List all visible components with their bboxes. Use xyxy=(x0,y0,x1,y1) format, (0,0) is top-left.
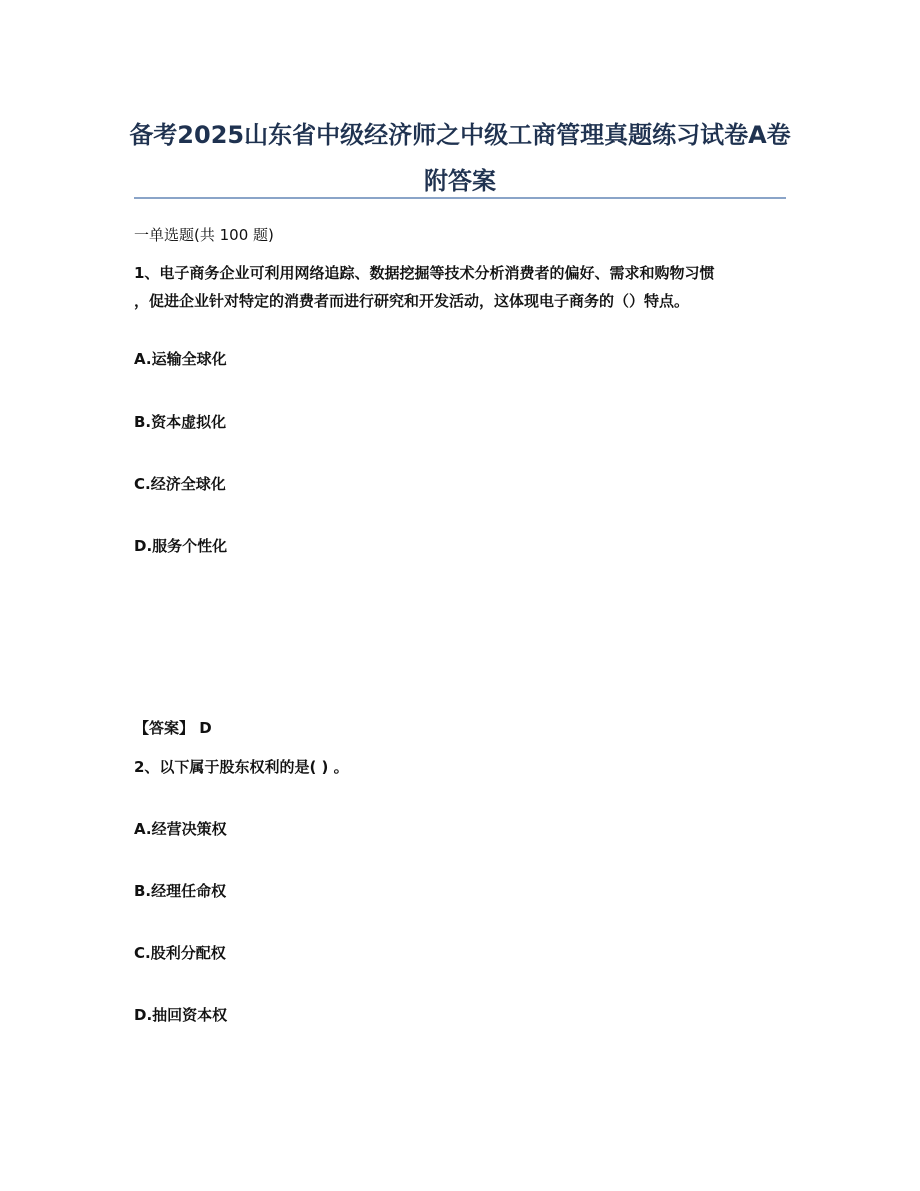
document-title: 备考2025山东省中级经济师之中级工商管理真题练习试卷A卷附答案 xyxy=(129,121,791,195)
section-heading: 一单选题(共 100 题) xyxy=(134,226,274,244)
q1-option-c: C.经济全球化 xyxy=(134,475,226,493)
q1-option-a: A.运输全球化 xyxy=(134,350,227,368)
title-divider xyxy=(134,197,786,199)
q2-option-a: A.经营决策权 xyxy=(134,820,227,838)
q1-option-b: B.资本虚拟化 xyxy=(134,413,227,431)
q2-option-c: C.股利分配权 xyxy=(134,944,226,962)
q2-option-d: D.抽回资本权 xyxy=(134,1006,228,1024)
question-2: 2、以下属于股东权利的是( ) 。 xyxy=(134,758,349,776)
question-1-line-2: ，促进企业针对特定的消费者而进行研究和开发活动，这体现电子商务的（）特点。 xyxy=(134,292,690,310)
q1-option-d: D.服务个性化 xyxy=(134,537,228,555)
question-1-line-1: 1、电子商务企业可利用网络追踪、数据挖掘等技术分析消费者的偏好、需求和购物习惯 xyxy=(134,264,715,282)
q2-option-b: B.经理任命权 xyxy=(134,882,227,900)
q1-answer: 【答案】 D xyxy=(134,719,212,737)
